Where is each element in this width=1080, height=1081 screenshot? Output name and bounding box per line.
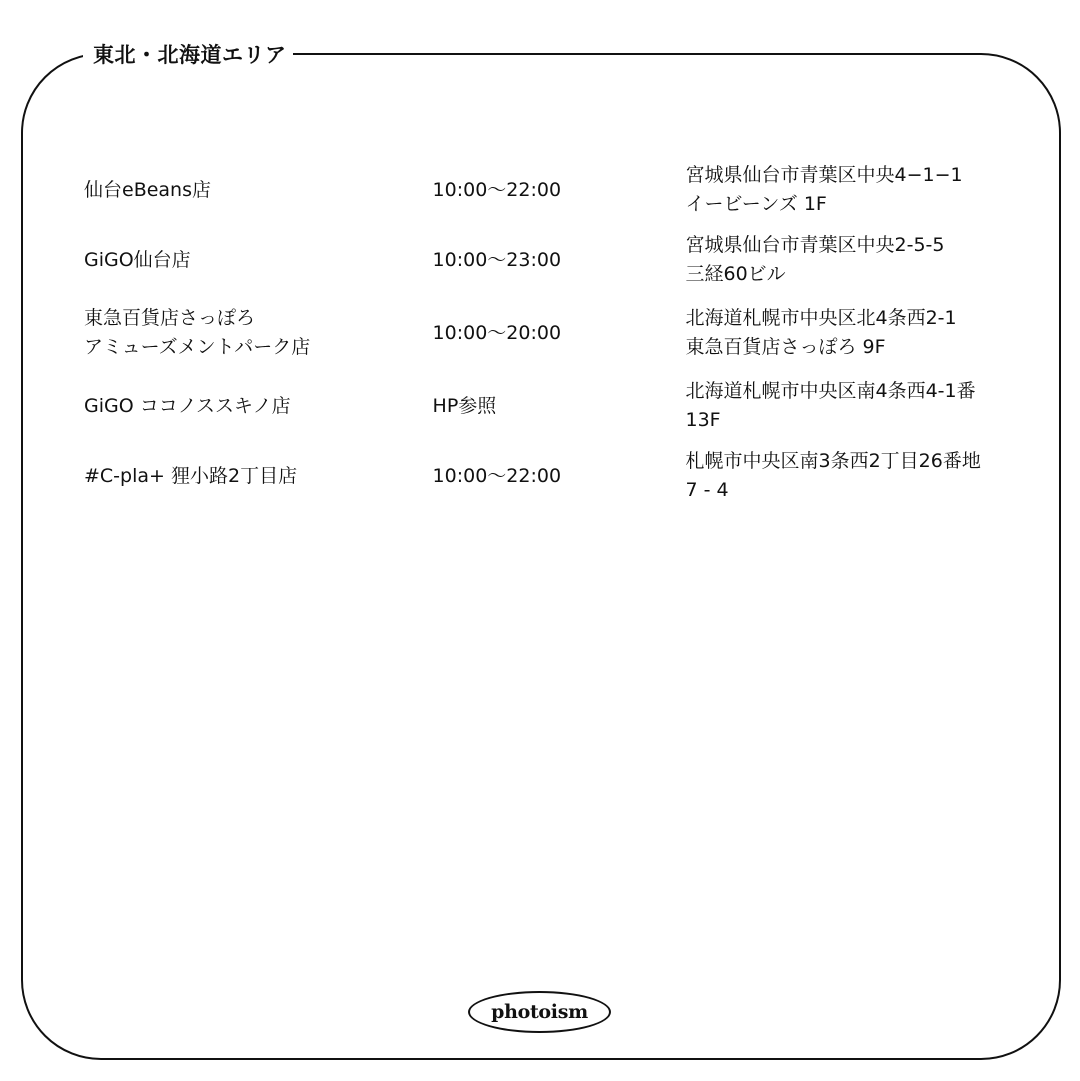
store-address <box>686 161 1045 219</box>
store-name <box>84 304 433 362</box>
store-name <box>84 462 433 491</box>
store-address <box>686 377 1045 435</box>
store-name <box>84 246 433 275</box>
store-row <box>84 156 1044 224</box>
store-address <box>686 304 1045 362</box>
store-address-line: 宮城県仙台市青葉区中央4−1−1 <box>685 164 963 186</box>
store-list <box>84 156 1044 512</box>
store-address <box>686 231 1045 289</box>
store-row <box>84 296 1044 370</box>
store-name <box>84 176 433 205</box>
store-hours: HP参照 <box>432 394 497 417</box>
store-name-line: GiGO ココノススキノ店 <box>84 394 291 417</box>
store-hours: 10:00〜23:00 <box>432 248 562 271</box>
store-row <box>84 442 1044 510</box>
store-address-line: 札幌市中央区南3条西2丁目26番地 <box>685 450 981 472</box>
store-name-line: 東急百貨店さっぽろ <box>84 307 256 329</box>
store-name <box>84 392 433 421</box>
store-address-line: イービーンズ 1F <box>685 193 827 215</box>
store-name-line: 仙台eBeans店 <box>84 178 211 201</box>
store-address-line: 三経60ビル <box>685 263 786 285</box>
photoism-logo: photoism <box>468 991 611 1033</box>
store-address-line: 北海道札幌市中央区南4条西4-1番 <box>685 380 976 402</box>
store-address <box>686 447 1045 505</box>
area-title: 東北・北海道エリア <box>83 38 293 72</box>
store-name-line: アミューズメントパーク店 <box>84 336 311 358</box>
store-row <box>84 372 1044 440</box>
store-address-line: 7 - 4 <box>685 479 729 501</box>
store-hours: 10:00〜22:00 <box>432 464 562 487</box>
store-row <box>84 226 1044 294</box>
store-address-line: 宮城県仙台市青葉区中央2-5-5 <box>685 234 945 256</box>
store-name-line: GiGO仙台店 <box>84 248 191 271</box>
store-address-line: 北海道札幌市中央区北4条西2-1 <box>685 307 957 329</box>
store-address-line: 東急百貨店さっぽろ 9F <box>685 336 886 358</box>
store-name-line: #C-pla+ 狸小路2丁目店 <box>84 464 298 487</box>
store-address-line: 13F <box>685 409 721 431</box>
store-hours: 10:00〜22:00 <box>432 178 562 201</box>
store-hours: 10:00〜20:00 <box>432 321 562 344</box>
